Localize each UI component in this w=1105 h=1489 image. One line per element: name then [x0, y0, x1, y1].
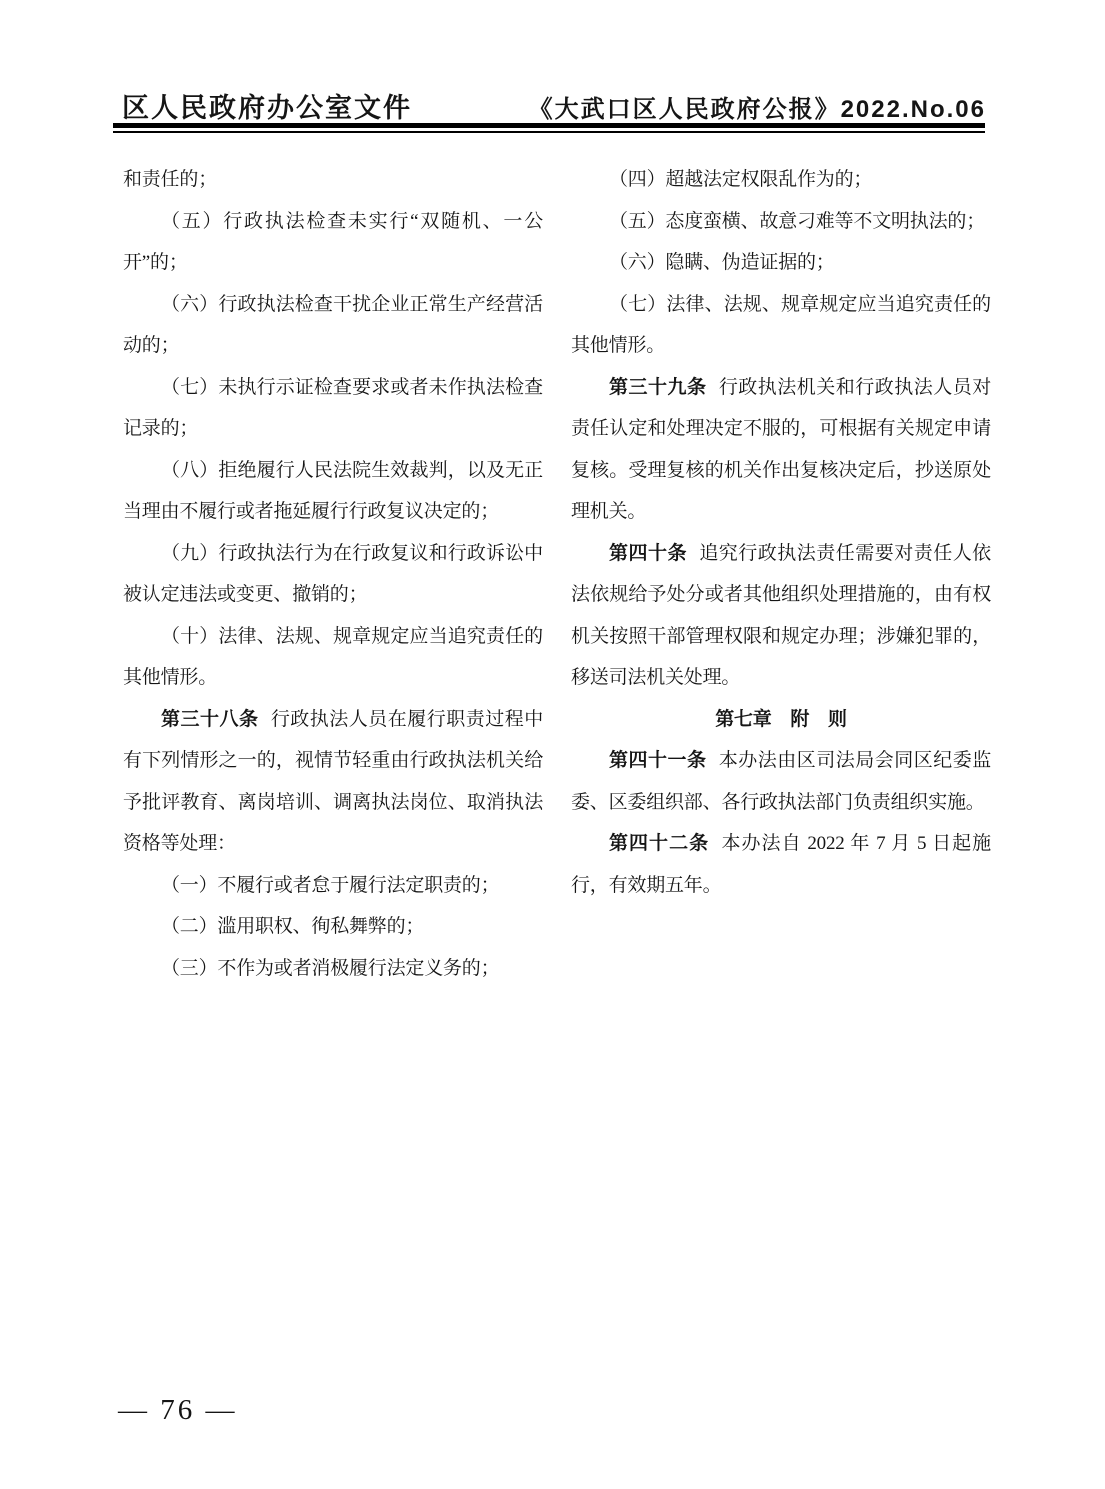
paragraph: 第四十条 追究行政执法责任需要对责任人依法依规给予处分或者其他组织处理措施的，由有权机关按照干部管理权限和规定办理；涉嫌犯罪的，移送司法机关处理。 — [571, 542, 991, 688]
page-footer — [118, 1394, 238, 1427]
content-columns — [123, 159, 991, 989]
paragraph: （四）超越法定权限乱作为的； — [609, 169, 873, 190]
article-number: 第四十一条 — [609, 750, 707, 771]
paragraph: （五）行政执法检查未实行“双随机、一公开”的； — [123, 210, 543, 273]
header-right-title: 《大武口区人民政府公报》2022.No.06 — [528, 96, 986, 123]
paragraph: （五）态度蛮横、故意刁难等不文明执法的； — [609, 210, 986, 232]
paragraph: 和责任的； — [123, 169, 218, 190]
paragraph: （二）滥用职权、徇私舞弊的； — [161, 916, 425, 937]
header-double-rule — [113, 123, 985, 133]
paragraph: 第三十九条 行政执法机关和行政执法人员对责任认定和处理决定不服的，可根据有关规定申请复核。受理复核的机关作出复核决定后，抄送原处理机关。 — [571, 376, 991, 522]
paragraph: 第三十八条 行政执法人员在履行职责过程中有下列情形之一的，视情节轻重由行政执法机关给予批评教育、离岗培训、调离执法岗位、取消执法资格等处理： — [123, 708, 543, 854]
chapter-heading: 第七章 附 则 — [715, 708, 847, 730]
paragraph: 第四十二条 本办法自 2022 年 7 月 5 日起施行，有效期五年。 — [571, 833, 991, 896]
paragraph: （十）法律、法规、规章规定应当追究责任的其他情形。 — [123, 625, 543, 688]
article-number: 第三十八条 — [161, 708, 259, 730]
paragraph: （六）隐瞒、伪造证据的； — [609, 252, 835, 273]
paragraph: （八）拒绝履行人民法院生效裁判，以及无正当理由不履行或者拖延履行行政复议决定的； — [123, 459, 543, 522]
paragraph: （九）行政执法行为在行政复议和行政诉讼中被认定违法或变更、撤销的； — [123, 542, 543, 605]
header-left-title: 区人民政府办公室文件 — [122, 93, 412, 123]
article-number: 第四十二条 — [609, 833, 710, 854]
paragraph: （三）不作为或者消极履行法定义务的； — [161, 957, 500, 979]
paragraph: （七）法律、法规、规章规定应当追究责任的其他情形。 — [571, 293, 991, 356]
column-left — [123, 159, 543, 989]
paragraph: （一）不履行或者怠于履行法定职责的； — [161, 874, 500, 896]
paragraph: 第四十一条 本办法由区司法局会同区纪委监委、区委组织部、各行政执法部门负责组织实施。 — [571, 750, 991, 813]
article-number: 第三十九条 — [609, 376, 707, 398]
page-number: — 76 — — [118, 1394, 238, 1426]
column-right — [571, 159, 991, 989]
page-header — [122, 86, 986, 125]
paragraph: （六）行政执法检查干扰企业正常生产经营活动的； — [123, 293, 543, 356]
article-number: 第四十条 — [609, 542, 687, 564]
paragraph: （七）未执行示证检查要求或者未作执法检查记录的； — [123, 376, 543, 439]
